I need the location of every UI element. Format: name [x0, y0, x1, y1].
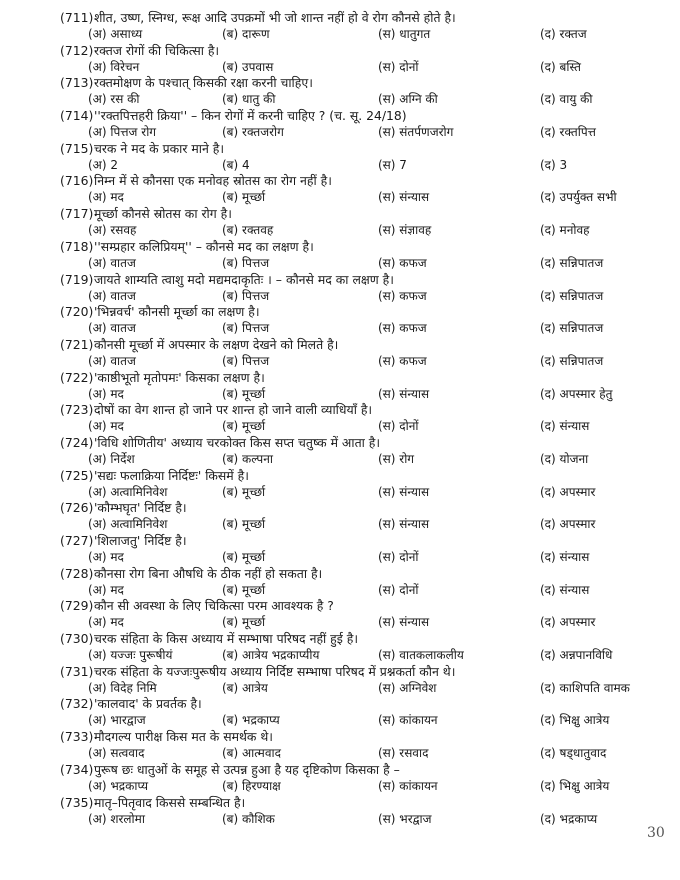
- answer-option: (अ) वातज: [88, 255, 136, 270]
- answer-option: (द) भद्रकाप्य: [540, 811, 598, 826]
- answer-option: (ब) पित्तज: [222, 255, 270, 270]
- question-number: (719): [60, 271, 94, 287]
- question-number: (718): [60, 238, 94, 254]
- question-line: [60, 696, 672, 712]
- question-line: [60, 795, 672, 811]
- answer-option: (अ) अत्वामिनिवेश: [88, 517, 168, 532]
- question-number: (715): [60, 140, 94, 156]
- question-text: चरक ने मद के प्रकार माने है।: [94, 140, 225, 156]
- question-number: (714): [60, 108, 94, 124]
- question-number: (713): [60, 75, 94, 91]
- answer-option: (अ) भद्रकाप्य: [88, 778, 149, 793]
- question-line: [60, 729, 672, 745]
- answer-option: (स) संन्यास: [378, 615, 430, 630]
- answer-option: (द) अपस्मार: [540, 517, 596, 532]
- question-text: 'कालवाद' के प्रवर्तक है।: [94, 696, 202, 712]
- answer-option: (द) षड्धातुवाद: [540, 746, 607, 761]
- question-item: [60, 533, 672, 566]
- question-text: चरक संहिता के यज्जःपुरूषीय अध्याय निर्दिष्ट सम्भाषा परिषद में प्रश्नकर्ता कौन थे।: [94, 663, 456, 679]
- answer-option: (स) दोनों: [378, 550, 419, 564]
- question-number: (724): [60, 434, 94, 450]
- answer-option: (अ) वातज: [88, 353, 136, 368]
- answer-option: (द) सन्निपातज: [540, 288, 604, 303]
- answer-option: (द) संन्यास: [540, 419, 590, 434]
- answer-option: (ब) दारूण: [222, 27, 270, 41]
- answer-option: (अ) यज्जः पुरूषीयं: [88, 648, 173, 663]
- question-list: [60, 10, 672, 827]
- options-row: [60, 680, 672, 697]
- answer-option: (अ) रसवह: [88, 223, 137, 238]
- question-item: [60, 762, 672, 795]
- options-row: [60, 516, 672, 533]
- answer-option: (ब) रक्तजरोग: [222, 125, 284, 140]
- question-item: [60, 206, 672, 239]
- answer-option: (स) कफज: [378, 288, 427, 303]
- question-text: ''रक्तपित्तहरी क्रिया'' – किन रोगों में करनी चाहिए ? (च. सू. 24/18): [94, 108, 407, 124]
- answer-option: (ब) मूर्च्छा: [222, 190, 266, 205]
- answer-option: (द) अपस्मार: [540, 484, 596, 499]
- question-text: पुरूष छः धातुओं के समूह से उत्पन्न हुआ है यह दृष्टिकोण किसका है –: [94, 761, 400, 777]
- question-item: [60, 729, 672, 762]
- question-line: [60, 370, 672, 386]
- answer-option: (स) संज्ञावह: [378, 223, 432, 238]
- answer-option: (ब) मूर्च्छा: [222, 517, 266, 532]
- options-row: [60, 811, 672, 828]
- question-line: [60, 566, 672, 582]
- options-row: [60, 647, 672, 664]
- question-text: 'विधि शोणितीय' अध्याय चरकोक्त किस सप्त चतुष्क में आता है।: [94, 434, 381, 450]
- question-text: कौन सी अवस्था के लिए चिकित्सा परम आवश्यक है ?: [94, 598, 334, 614]
- question-line: [60, 10, 672, 26]
- answer-option: (स) अग्नि की: [378, 92, 438, 107]
- question-item: [60, 435, 672, 468]
- answer-option: (ब) रक्तवह: [222, 223, 274, 238]
- question-line: [60, 173, 672, 189]
- answer-option: (द) भिक्षु आत्रेय: [540, 713, 610, 728]
- question-item: [60, 370, 672, 403]
- answer-option: (द) सन्निपातज: [540, 321, 604, 336]
- question-line: [60, 75, 672, 91]
- answer-option: (स) कफज: [378, 353, 427, 368]
- answer-option: (स) कांकायन: [378, 778, 438, 793]
- question-item: [60, 337, 672, 370]
- answer-option: (ब) कल्पना: [222, 451, 273, 466]
- answer-option: (द) संन्यास: [540, 582, 590, 597]
- question-number: (716): [60, 173, 94, 189]
- options-row: [60, 59, 672, 76]
- options-row: [60, 124, 672, 141]
- options-row: [60, 745, 672, 762]
- answer-option: (अ) मद: [88, 386, 124, 401]
- question-text: कौनसी मूर्च्छा में अपस्मार के लक्षण देखने को मिलते है।: [94, 336, 339, 352]
- question-number: (720): [60, 304, 94, 320]
- options-row: [60, 222, 672, 239]
- options-row: [60, 418, 672, 435]
- answer-option: (अ) मद: [88, 190, 124, 205]
- answer-option: (द) बस्ति: [540, 59, 582, 74]
- question-number: (712): [60, 42, 94, 58]
- answer-option: (स) रोग: [378, 451, 415, 466]
- question-number: (723): [60, 402, 94, 418]
- answer-option: (ब) पित्तज: [222, 353, 270, 368]
- question-text: 'काष्ठीभूतो मृतोपमः' किसका लक्षण है।: [94, 369, 265, 385]
- answer-option: (ब) मूर्च्छा: [222, 582, 266, 597]
- options-row: [60, 451, 672, 468]
- question-line: [60, 468, 672, 484]
- question-item: [60, 598, 672, 631]
- answer-option: (अ) असाध्य: [88, 27, 143, 41]
- question-text: रक्तज रोगों की चिकित्सा है।: [94, 42, 220, 58]
- answer-option: (ब) पित्तज: [222, 321, 270, 336]
- options-row: [60, 320, 672, 337]
- answer-option: (स) कांकायन: [378, 713, 438, 728]
- options-row: [60, 386, 672, 403]
- question-line: [60, 664, 672, 680]
- answer-option: (स) 7: [378, 157, 407, 172]
- options-row: [60, 484, 672, 501]
- answer-option: (ब) उपवास: [222, 59, 274, 74]
- answer-option: (स) संन्यास: [378, 484, 430, 499]
- answer-option: (स) दोनों: [378, 59, 419, 74]
- answer-option: (अ) पित्तज रोग: [88, 125, 157, 140]
- answer-option: (द) रक्तज: [540, 27, 587, 41]
- question-text: 'कौम्भघृत' निर्दिष्ट है।: [94, 500, 187, 516]
- question-item: [60, 402, 672, 435]
- answer-option: (अ) वातज: [88, 321, 136, 336]
- question-text: मातृ–पितृवाद किससे सम्बन्धित है।: [94, 794, 246, 810]
- question-number: (734): [60, 761, 94, 777]
- answer-option: (स) कफज: [378, 255, 427, 270]
- options-row: [60, 582, 672, 599]
- question-line: [60, 598, 672, 614]
- question-text: रक्तमोक्षण के पश्चात् किसकी रक्षा करनी चाहिए।: [94, 75, 313, 91]
- question-item: [60, 631, 672, 664]
- answer-option: (द) सन्निपातज: [540, 255, 604, 270]
- answer-option: (स) रसवाद: [378, 746, 429, 761]
- answer-option: (द) मनोवह: [540, 223, 590, 238]
- answer-option: (द) उपर्युक्त सभी: [540, 190, 617, 205]
- answer-option: (द) योजना: [540, 451, 589, 466]
- answer-option: (स) संन्यास: [378, 190, 430, 205]
- question-text: मूर्च्छा कौनसे स्रोतस का रोग है।: [94, 206, 232, 222]
- answer-option: (ब) मूर्च्छा: [222, 386, 266, 401]
- answer-option: (स) कफज: [378, 321, 427, 336]
- question-text: निम्न में से कौनसा एक मनोवह स्रोतस का रोग नहीं है।: [94, 173, 332, 189]
- answer-option: (ब) पित्तज: [222, 288, 270, 303]
- answer-option: (ब) मूर्च्छा: [222, 615, 266, 630]
- question-line: [60, 206, 672, 222]
- answer-option: (अ) 2: [88, 157, 118, 172]
- answer-option: (स) संन्यास: [378, 517, 430, 532]
- question-line: [60, 762, 672, 778]
- options-row: [60, 778, 672, 795]
- answer-option: (अ) वातज: [88, 288, 136, 303]
- answer-option: (ब) कौशिक: [222, 811, 275, 826]
- question-item: [60, 272, 672, 305]
- question-text: 'शिलाजतु' निर्दिष्ट है।: [94, 533, 187, 548]
- question-number: (717): [60, 206, 94, 222]
- answer-option: (ब) मूर्च्छा: [222, 484, 266, 499]
- answer-option: (अ) मद: [88, 615, 124, 630]
- answer-option: (ब) मूर्च्छा: [222, 550, 266, 564]
- question-item: [60, 75, 672, 108]
- options-row: [60, 26, 672, 43]
- answer-option: (अ) मद: [88, 419, 124, 434]
- question-number: (730): [60, 631, 94, 647]
- answer-option: (ब) आत्रेय: [222, 680, 268, 695]
- answer-option: (द) 3: [540, 157, 568, 172]
- question-line: [60, 108, 672, 124]
- question-item: [60, 500, 672, 533]
- options-row: [60, 91, 672, 108]
- question-text: शीत, उष्ण, स्निग्ध, रूक्ष आदि उपक्रमों भी जो शान्त नहीं हो वे रोग कौनसे होते है।: [94, 10, 456, 25]
- answer-option: (अ) मद: [88, 582, 124, 597]
- question-item: [60, 173, 672, 206]
- answer-option: (स) वातकलाकलीय: [378, 648, 464, 663]
- question-text: ''सम्प्रहार कलिप्रियम्'' – कौनसे मद का लक्षण है।: [94, 238, 314, 254]
- question-text: जायते शाम्यति त्वाशु मदो मद्यमदाकृतिः । – कौनसे मद का लक्षण है।: [94, 271, 394, 287]
- question-text: 'भिन्नवर्च' कौनसी मूर्च्छा का लक्षण है।: [94, 304, 260, 320]
- question-line: [60, 141, 672, 157]
- question-item: [60, 664, 672, 697]
- answer-option: (द) अन्नपानविधि: [540, 648, 613, 663]
- answer-option: (अ) शरलोमा: [88, 811, 145, 826]
- answer-option: (द) भिक्षु आत्रेय: [540, 778, 610, 793]
- question-text: 'सद्यः फलाक्रिया निर्दिष्टः' किसमें है।: [94, 467, 249, 483]
- question-text: दोषों का वेग शान्त हो जाने पर शान्त हो जाने वाली व्याधियाँ है।: [94, 402, 373, 418]
- question-line: [60, 239, 672, 255]
- answer-option: (द) संन्यास: [540, 550, 590, 564]
- answer-option: (अ) रस की: [88, 92, 140, 107]
- question-number: (711): [60, 10, 94, 25]
- answer-option: (द) रक्तपित्त: [540, 125, 596, 140]
- options-row: [60, 712, 672, 729]
- question-number: (731): [60, 663, 94, 679]
- answer-option: (अ) विरेचन: [88, 59, 140, 74]
- question-item: [60, 10, 672, 43]
- question-number: (725): [60, 467, 94, 483]
- answer-option: (अ) भारद्वाज: [88, 713, 146, 728]
- question-line: [60, 500, 672, 516]
- answer-option: (अ) सत्ववाद: [88, 746, 145, 761]
- question-number: (735): [60, 794, 94, 810]
- answer-option: (अ) विदेह निमि: [88, 680, 157, 695]
- question-text: चरक संहिता के किस अध्याय में सम्भाषा परिषद नहीं हुई है।: [94, 631, 359, 647]
- answer-option: (द) अपस्मार: [540, 615, 596, 630]
- question-item: [60, 304, 672, 337]
- page-number: 30: [647, 825, 665, 841]
- answer-option: (ब) मूर्च्छा: [222, 419, 266, 434]
- question-number: (721): [60, 336, 94, 352]
- answer-option: (ब) आत्रेय भद्रकाप्यीय: [222, 648, 320, 663]
- answer-option: (द) वायु की: [540, 92, 593, 107]
- answer-option: (ब) आत्मवाद: [222, 746, 281, 761]
- answer-option: (ब) भद्रकाप्य: [222, 713, 280, 728]
- answer-option: (ब) हिरण्याक्ष: [222, 778, 281, 793]
- question-number: (727): [60, 533, 94, 548]
- answer-option: (अ) मद: [88, 550, 124, 564]
- options-row: [60, 157, 672, 174]
- question-item: [60, 566, 672, 599]
- question-number: (728): [60, 565, 94, 581]
- question-item: [60, 141, 672, 174]
- answer-option: (अ) निर्देश: [88, 451, 135, 466]
- answer-option: (स) संन्यास: [378, 386, 430, 401]
- answer-option: (द) अपस्मार हेतु: [540, 386, 613, 401]
- answer-option: (ब) 4: [222, 157, 250, 172]
- options-row: [60, 288, 672, 305]
- question-line: [60, 402, 672, 418]
- question-line: [60, 272, 672, 288]
- question-number: (732): [60, 696, 94, 712]
- answer-option: (द) सन्निपातज: [540, 353, 604, 368]
- options-row: [60, 255, 672, 272]
- question-item: [60, 108, 672, 141]
- question-line: [60, 337, 672, 353]
- answer-option: (स) अग्निवेश: [378, 680, 437, 695]
- question-line: [60, 435, 672, 451]
- options-row: [60, 189, 672, 206]
- question-item: [60, 239, 672, 272]
- question-item: [60, 468, 672, 501]
- options-row: [60, 353, 672, 370]
- question-item: [60, 795, 672, 828]
- question-line: [60, 304, 672, 320]
- answer-option: (स) संतर्पणजरोग: [378, 125, 454, 140]
- question-line: [60, 631, 672, 647]
- question-text: मौदगल्य पारीक्ष किस मत के समर्थक थे।: [94, 729, 273, 745]
- question-number: (726): [60, 500, 94, 516]
- question-number: (722): [60, 369, 94, 385]
- answer-option: (अ) अत्वामिनिवेश: [88, 484, 168, 499]
- question-line: [60, 533, 672, 549]
- question-item: [60, 696, 672, 729]
- question-text: कौनसा रोग बिना औषधि के ठीक नहीं हो सकता है।: [94, 565, 323, 581]
- answer-option: (स) भरद्वाज: [378, 811, 432, 826]
- question-number: (733): [60, 729, 94, 745]
- answer-option: (द) काशिपति वामक: [540, 680, 630, 695]
- answer-option: (स) दोनों: [378, 419, 419, 434]
- question-item: [60, 43, 672, 76]
- question-line: [60, 43, 672, 59]
- answer-option: (स) दोनों: [378, 582, 419, 597]
- answer-option: (ब) धातु की: [222, 92, 276, 107]
- options-row: [60, 549, 672, 566]
- options-row: [60, 614, 672, 631]
- answer-option: (स) धातुगत: [378, 27, 431, 41]
- question-number: (729): [60, 598, 94, 614]
